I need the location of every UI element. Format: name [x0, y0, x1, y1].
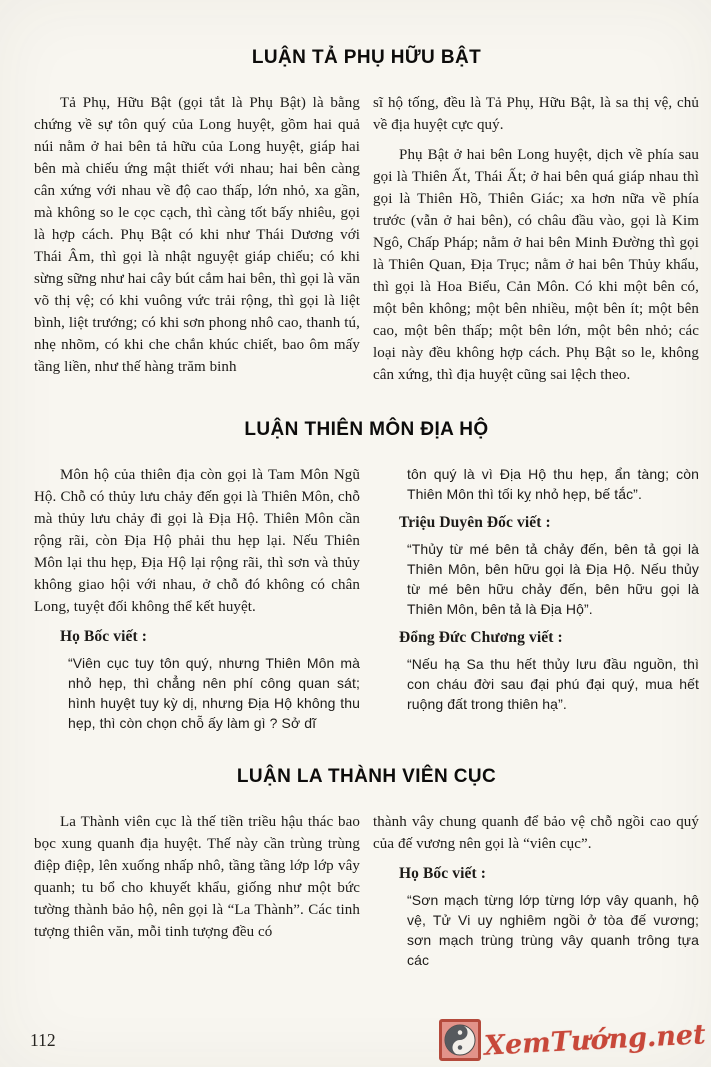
quote-text: “Sơn mạch từng lớp từng lớp vây quanh, hộ vệ, Tử Vi uy nghiêm ngồi ở tòa đế vương; sơn mạch trùng trùng vây quanh trông tựa các: [407, 892, 699, 968]
section-title: LUẬN THIÊN MÔN ĐỊA HỘ: [244, 419, 489, 440]
two-column-layout: [34, 464, 699, 741]
section-thien-mon-dia-ho: [34, 418, 699, 741]
left-column: [34, 92, 360, 394]
body-paragraph: Môn hộ của thiên địa còn gọi là Tam Môn Ngũ Hộ. Chỗ có thủy lưu chảy đến gọi là Thiên Môn, chỗ mà thủy lưu chảy đi gọi là Địa Hộ. Thiên Môn cần rộng rãi, còn Địa Hộ phải thu hẹp lại. Nếu Thiên Môn lại thu hẹp, Địa Hộ lại rộng rãi, thì sơn và thủy không giao hội với nhau, ở chỗ đó không có chân Long, tuyệt đối không thể kết huyệt.: [34, 467, 360, 615]
quote-attribution: Họ Bốc viết :: [399, 865, 486, 882]
body-paragraph: Tả Phụ, Hữu Bật (gọi tắt là Phụ Bật) là bằng chứng về sự tôn quý của Long huyệt, gồm hai quả núi nằm ở hai bên tả hữu của Long huyệt, giáp hai bên mà chiếu ứng mật thiết với nhau; hai bên càng cân xứng với nhau về độ cao thấp, lớn nhỏ, xa gần, mà không so le cọc cạch, thì càng tốt bấy nhiêu, gọi là hợp cách. Phụ Bật có khi như Thái Dương với Thái Âm, thì gọi là nhật nguyệt giáp chiếu; có khi sừng sững như hai cây bút cắm hai bên, thì gọi là văn võ thị vệ; có khi vuông vức trải rộng, thì gọi là liệt bình, liệt trướng; có khi sơn phong nhô cao, thanh tú, nhẹ nhõm, có khi che chắn khúc chiết, bao ôm mấy tầng liền, như thế hàng trăm binh: [34, 95, 360, 375]
body-paragraph: La Thành viên cục là thế tiền triều hậu thác bao bọc xung quanh địa huyệt. Thế này cần trùng trùng điệp điệp, lên xuống nhấp nhô, tầng tầng lớp lớp vây quanh; tu bổ cho khuyết khẩu, giống như một bức tường thành bảo hộ, nên gọi là “La Thành”. Các tinh tượng thiên văn, mỗi tinh tượng đều có: [34, 814, 360, 940]
body-paragraph: Phụ Bật ở hai bên Long huyệt, dịch về phía sau gọi là Thiên Ất, Thái Ất; ở hai bên quá giáp nhau thì gọi là Thiên Hồ, Thiên Giác; xa hơn nữa về phía trước (vẫn ở hai bên), có châu đầu vào, gọi là Kim Ngô, Chấp Pháp; nằm ở hai bên Minh Đường thì gọi là Thiên Quan, Địa Trục; nằm ở hai bên Thủy khẩu, thì gọi là Hoa Biểu, Cản Môn. Có khi một bên có, một bên không; một bên nhiều, một bên ít; một bên cao, một bên thấp; một bên lớn, một bên nhỏ; các loại này đều không hợp cách. Phụ Bật so le, không cân xứng, thì địa huyệt cũng sai lệch theo.: [373, 147, 699, 383]
page-number: 112: [30, 1030, 56, 1050]
two-column-layout: [34, 92, 699, 394]
section-la-thanh-vien-cuc: [34, 765, 699, 978]
right-column: [373, 811, 699, 978]
quote-attribution: Đổng Đức Chương viết :: [399, 629, 563, 646]
section-title: LUẬN LA THÀNH VIÊN CỤC: [236, 766, 497, 787]
quote-text: “Viên cục tuy tôn quý, nhưng Thiên Môn mà nhỏ hẹp, thì chẳng nên phí công quan sát; hình huyệt tuy kỳ dị, nhưng Địa Hộ không thu hẹp, thì còn chọn chỗ ấy làm gì ? Sở dĩ: [68, 655, 360, 731]
left-column: [34, 811, 360, 978]
watermark: [439, 1019, 706, 1061]
quote-text-continuation: tôn quý là vì Địa Hộ thu hẹp, ẩn tàng; còn Thiên Môn thì tối kỵ nhỏ hẹp, bế tắc”.: [407, 466, 699, 502]
left-column: [34, 464, 360, 741]
body-paragraph-continuation: sĩ hộ tống, đều là Tả Phụ, Hữu Bật, là sa thị vệ, chủ về địa huyệt cực quý.: [373, 95, 699, 133]
right-column: [373, 464, 699, 741]
yin-yang-icon: [439, 1019, 481, 1061]
quote-attribution: Triệu Duyên Đốc viết :: [399, 514, 551, 531]
section-title: LUẬN TẢ PHỤ HỮU BẬT: [251, 47, 482, 68]
quote-text: “Nếu hạ Sa thu hết thủy lưu đầu nguồn, thì con cháu đời sau đại phú đại quý, mua hết ruộng đất trong thiên hạ”.: [407, 656, 699, 712]
watermark-text: XemTướng.net: [483, 1018, 707, 1062]
body-paragraph-continuation: thành vây chung quanh để bảo vệ chỗ ngồi cao quý của đế vương nên gọi là “viên cục”.: [373, 814, 699, 852]
quote-attribution: Họ Bốc viết :: [60, 628, 147, 645]
right-column: [373, 92, 699, 394]
quote-text: “Thủy từ mé bên tả chảy đến, bên tả gọi là Thiên Môn, bên hữu gọi là Địa Hộ. Nếu thủy từ mé bên hữu chảy đến, bên hữu gọi là Thiên Môn, bên tả là Địa Hộ”.: [407, 541, 699, 617]
section-ta-phu-huu-bat: [34, 46, 699, 394]
two-column-layout: [34, 811, 699, 978]
